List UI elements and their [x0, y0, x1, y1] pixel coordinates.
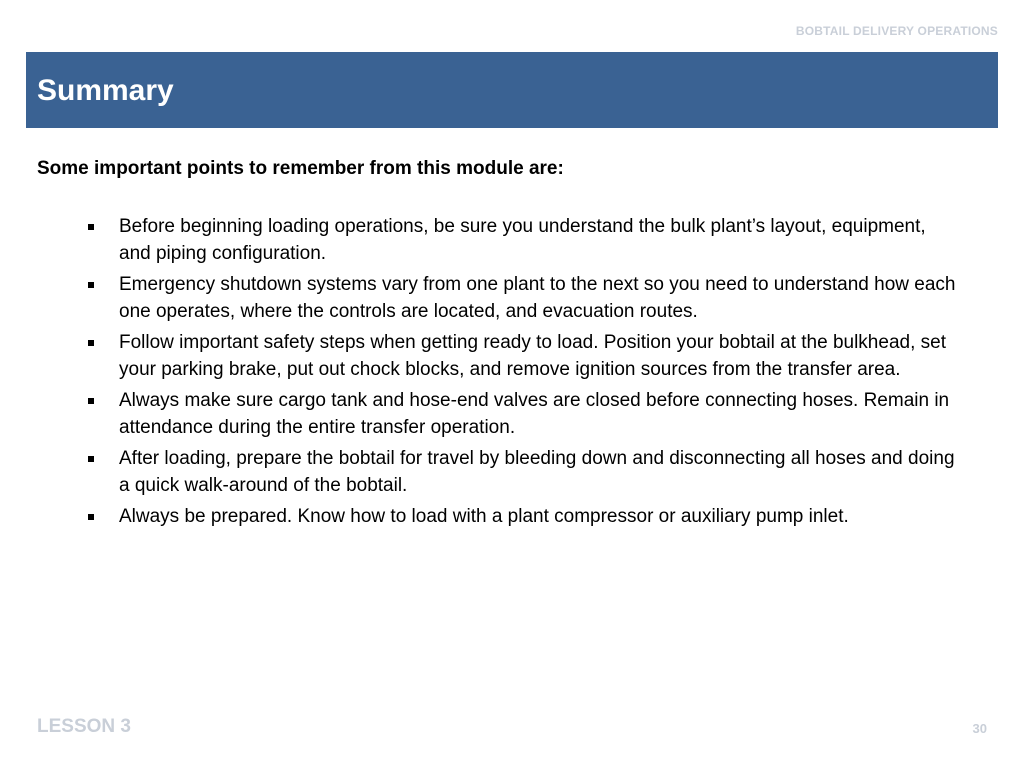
bullet-item — [88, 329, 958, 383]
intro-text: Some important points to remember from this module are: — [37, 158, 564, 179]
bullet-text: Follow important safety steps when getting ready to load. Position your bobtail at the bulkhead, set your parking brake, put out chock blocks, and remove ignition sources from the transfer area. — [119, 332, 946, 380]
bullet-text: Always make sure cargo tank and hose-end valves are closed before connecting hoses. Remain in attendance during the entire transfer operation. — [119, 390, 950, 438]
bullet-item — [88, 387, 958, 441]
square-bullet-icon — [88, 224, 94, 230]
summary-bullet-list — [88, 213, 958, 534]
lesson-label: LESSON 3 — [37, 716, 131, 737]
square-bullet-icon — [88, 398, 94, 404]
bullet-item — [88, 503, 958, 530]
bullet-text: Emergency shutdown systems vary from one plant to the next so you need to understand how each one operates, where the controls are located, and evacuation routes. — [119, 274, 956, 322]
bullet-item — [88, 213, 958, 267]
bullet-item — [88, 445, 958, 499]
title-bar — [26, 52, 998, 128]
course-header-label: BOBTAIL DELIVERY OPERATIONS — [795, 24, 998, 38]
page-number: 30 — [972, 721, 987, 736]
bullet-text: Before beginning loading operations, be sure you understand the bulk plant’s layout, equipment, and piping configuration. — [119, 216, 926, 264]
slide-title: Summary — [37, 74, 174, 107]
bullet-item — [88, 271, 958, 325]
square-bullet-icon — [88, 282, 94, 288]
bullet-text: Always be prepared. Know how to load with a plant compressor or auxiliary pump inlet. — [119, 506, 849, 527]
square-bullet-icon — [88, 514, 94, 520]
square-bullet-icon — [88, 340, 94, 346]
bullet-text: After loading, prepare the bobtail for travel by bleeding down and disconnecting all hoses and doing a quick walk-around of the bobtail. — [119, 448, 955, 496]
square-bullet-icon — [88, 456, 94, 462]
